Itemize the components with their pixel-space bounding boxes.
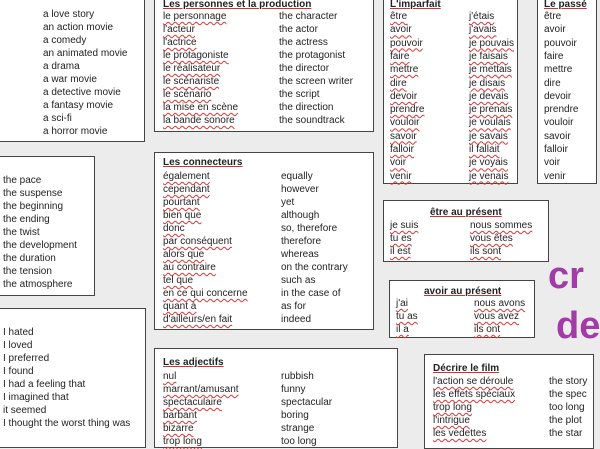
list-item: les vedettes: [433, 428, 487, 439]
list-item: l'acteur: [163, 24, 195, 35]
list-item: vouloir: [544, 117, 574, 129]
list-item: trop long: [433, 402, 472, 413]
list-item: prendre: [390, 104, 425, 116]
list-item: too long: [281, 436, 317, 447]
list-item: devoir: [544, 90, 572, 102]
list-item: le réalisateur: [163, 63, 221, 74]
list-item: spectacular: [281, 397, 333, 408]
personnes-box: [154, 0, 374, 132]
list-item: au contraire: [163, 262, 216, 273]
list-item: the twist: [3, 227, 40, 238]
list-item: le scénariste: [163, 76, 220, 87]
list-item: an action movie: [43, 22, 114, 33]
adjectifs-box: [154, 348, 398, 448]
list-item: the tension: [3, 266, 52, 277]
list-item: the ending: [3, 214, 50, 225]
list-item: alors que: [163, 249, 205, 260]
list-item: avoir: [544, 24, 566, 36]
list-item: on the contrary: [281, 262, 348, 273]
list-item: yet: [281, 197, 295, 208]
list-item: equally: [281, 171, 313, 182]
list-item: a fantasy movie: [43, 100, 114, 111]
list-item: les effets spéciaux: [433, 389, 516, 400]
list-item: être: [390, 11, 408, 22]
list-item: although: [281, 210, 320, 221]
list-item: a love story: [43, 9, 95, 20]
list-item: pourtant: [163, 197, 200, 208]
list-item: such as: [281, 275, 316, 286]
list-item: l'action se déroule: [433, 376, 514, 387]
passe-box: [537, 0, 597, 184]
list-item: je faisais: [469, 50, 508, 62]
list-item: the actress: [279, 37, 328, 48]
list-item: the director: [279, 63, 330, 74]
etre-present-title: être au présent: [430, 207, 502, 218]
list-item: dire: [544, 77, 561, 89]
list-item: je voulais: [469, 117, 511, 129]
list-item: nous avons: [474, 298, 526, 309]
list-item: le scénario: [163, 89, 212, 100]
list-item: I had a feeling that: [3, 379, 86, 390]
list-item: a detective movie: [43, 87, 121, 98]
list-item: pouvoir: [544, 37, 577, 49]
list-item: rubbish: [281, 371, 314, 382]
list-item: the actor: [279, 24, 318, 35]
list-item: ils sont: [470, 246, 502, 257]
list-item: vouloir: [390, 117, 420, 129]
big-title-line1: cr: [548, 255, 584, 297]
passe-title: Le passé: [544, 0, 587, 10]
list-item: j'avais: [469, 24, 497, 36]
list-item: the suspense: [3, 188, 63, 199]
list-item: the protagonist: [279, 50, 346, 61]
list-item: I preferred: [3, 353, 50, 364]
avoir-present-title: avoir au présent: [424, 286, 502, 297]
big-title-line2: de: [556, 305, 600, 347]
list-item: voir: [544, 157, 561, 169]
list-item: the screen writer: [279, 76, 353, 87]
list-item: a horror movie: [43, 126, 108, 137]
list-item: the direction: [279, 102, 334, 113]
list-item: indeed: [281, 314, 312, 325]
list-item: a sci-fi: [43, 113, 72, 124]
list-item: tu as: [396, 311, 418, 322]
list-item: the beginning: [3, 201, 64, 212]
list-item: faire: [390, 50, 410, 62]
connecteurs-box: [154, 152, 374, 330]
list-item: je disais: [469, 77, 506, 89]
list-item: être: [544, 11, 562, 22]
list-item: l'intrigue: [433, 415, 470, 426]
list-item: cependant: [163, 184, 210, 195]
list-item: funny: [281, 384, 306, 395]
list-item: strange: [281, 423, 315, 434]
list-item: l'actrice: [163, 37, 197, 48]
list-item: vous êtes: [470, 233, 513, 244]
connecteurs-title: Les connecteurs: [163, 157, 243, 168]
list-item: quant à: [163, 301, 197, 312]
decrire-title: Décrire le film: [433, 363, 500, 374]
list-item: however: [281, 184, 319, 195]
list-item: as for: [281, 301, 307, 312]
list-item: je pouvais: [469, 37, 515, 49]
list-item: je mettais: [469, 64, 512, 76]
list-item: the spec: [549, 389, 587, 400]
list-item: barbant: [163, 410, 197, 421]
list-item: mettre: [390, 64, 419, 76]
list-item: the atmosphere: [3, 279, 73, 290]
list-item: j'étais: [469, 11, 495, 22]
list-item: par conséquent: [163, 236, 232, 247]
list-item: the character: [279, 11, 338, 22]
list-item: spectaculaire: [163, 397, 222, 408]
etre-present-box: [383, 200, 549, 262]
list-item: a war movie: [43, 74, 97, 85]
film-genres-box: [0, 0, 145, 142]
imparfait-box: [383, 0, 518, 184]
list-item: vous avez: [474, 311, 520, 322]
list-item: également: [163, 171, 210, 182]
personnes-title: Les personnes et la production: [163, 0, 312, 10]
list-item: il est: [390, 246, 411, 257]
list-item: d'ailleurs/en fait: [163, 314, 233, 325]
adjectifs-title: Les adjectifs: [163, 357, 224, 368]
list-item: the story: [549, 376, 588, 387]
list-item: boring: [281, 410, 309, 421]
list-item: la bande sonore: [163, 115, 235, 126]
list-item: I loved: [3, 340, 33, 351]
imparfait-title: L'imparfait: [390, 0, 441, 10]
list-item: j'ai: [396, 298, 408, 309]
list-item: tu es: [390, 233, 412, 244]
list-item: the duration: [3, 253, 56, 264]
list-item: the script: [279, 89, 320, 100]
list-item: tel que: [163, 275, 194, 286]
list-item: le personnage: [163, 11, 227, 22]
list-item: whereas: [281, 249, 319, 260]
list-item: too long: [549, 402, 585, 413]
list-item: falloir: [544, 144, 568, 155]
list-item: the development: [3, 240, 77, 251]
list-item: prendre: [544, 104, 579, 116]
list-item: le protagoniste: [163, 50, 229, 61]
list-item: in the case of: [281, 288, 341, 299]
list-item: savoir: [390, 130, 417, 142]
list-item: savoir: [544, 130, 571, 142]
list-item: the plot: [549, 415, 582, 426]
list-item: a drama: [43, 61, 80, 72]
list-item: je savais: [469, 130, 508, 142]
list-item: marrant/amusant: [163, 384, 239, 395]
list-item: faire: [544, 50, 564, 62]
list-item: so, therefore: [281, 223, 338, 234]
list-item: I hated: [3, 327, 34, 338]
list-item: avoir: [390, 24, 412, 36]
list-item: therefore: [281, 236, 322, 247]
list-item: nous sommes: [470, 220, 533, 231]
decrire-box: [424, 354, 594, 449]
list-item: bien que: [163, 210, 202, 221]
list-item: je voyais: [469, 157, 508, 169]
avoir-present-box: [389, 280, 535, 338]
list-item: a comedy: [43, 35, 87, 46]
list-item: je devais: [469, 90, 509, 102]
list-item: devoir: [390, 90, 418, 102]
list-item: la mise en scène: [163, 102, 239, 113]
list-item: nul: [163, 371, 177, 382]
list-item: donc: [163, 223, 185, 234]
list-item: I thought the worst thing was: [3, 418, 131, 429]
list-item: dire: [390, 77, 407, 89]
list-item: the pace: [3, 175, 42, 186]
list-item: je suis: [390, 220, 419, 231]
list-item: en ce qui concerne: [163, 288, 248, 299]
list-item: the soundtrack: [279, 115, 345, 126]
list-item: pouvoir: [390, 37, 423, 49]
list-item: il fallait: [469, 144, 500, 155]
list-item: I found: [3, 366, 34, 377]
list-item: it seemed: [3, 405, 47, 416]
list-item: trop long: [163, 436, 202, 447]
list-item: mettre: [544, 64, 573, 76]
list-item: ils ont: [474, 324, 501, 335]
film-elements-box: [0, 156, 95, 296]
list-item: falloir: [390, 144, 414, 155]
list-item: bizarre: [163, 423, 194, 434]
list-item: an animated movie: [43, 48, 128, 59]
list-item: venir: [544, 170, 566, 182]
list-item: voir: [390, 157, 407, 169]
list-item: je prenais: [469, 104, 513, 116]
feelings-box: [0, 308, 146, 448]
list-item: the star: [549, 428, 583, 439]
list-item: il a: [396, 324, 409, 335]
list-item: je venais: [469, 170, 509, 182]
list-item: I imagined that: [3, 392, 69, 403]
list-item: venir: [390, 170, 412, 182]
